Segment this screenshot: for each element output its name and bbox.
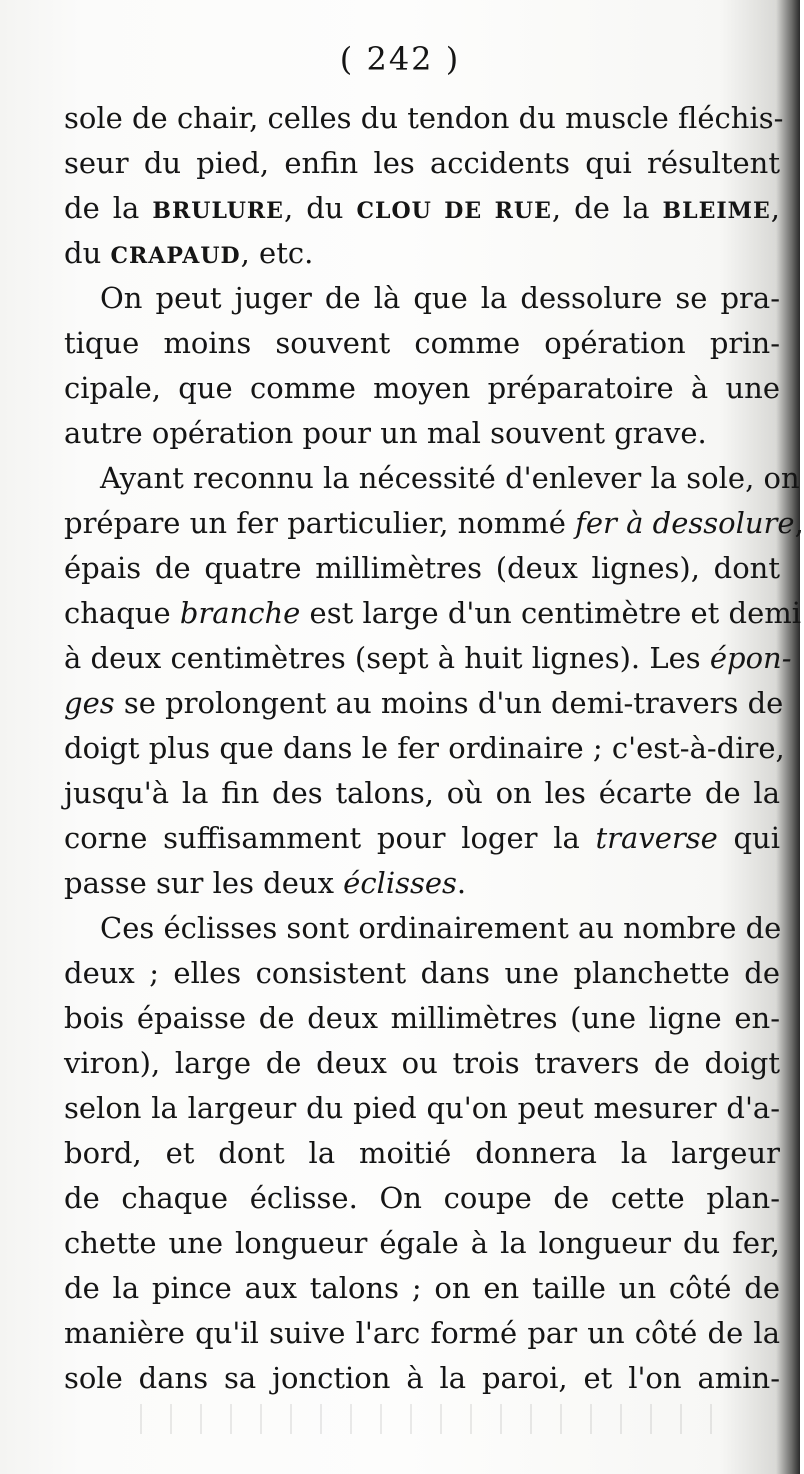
text-line: chaque branche est large d'un centimètre et demi: [64, 596, 802, 630]
text-line: épais de quatre millimètres (deux lignes), dont: [64, 551, 780, 585]
italic-term: ges: [64, 686, 115, 720]
small-caps-term: BRULURE: [152, 198, 284, 224]
text-line: deux ; elles consistent dans une planchette de: [64, 956, 780, 990]
text-line: chette une longueur égale à la longueur du fer,: [64, 1226, 780, 1260]
italic-term: épon-: [709, 641, 792, 675]
text-line: selon la largeur du pied qu'on peut mesurer d'a-: [64, 1091, 780, 1125]
small-caps-term: CRAPAUD: [110, 243, 241, 269]
text-line: manière qu'il suive l'arc formé par un côté de la: [64, 1316, 780, 1350]
text-line: corne suffisamment pour loger la traverse qui: [64, 821, 781, 855]
text-line: bois épaisse de deux millimètres (une ligne en-: [64, 1001, 780, 1035]
italic-term: éclisses: [343, 866, 457, 900]
text-line: Ces éclisses sont ordinairement au nombre de: [100, 911, 782, 945]
italic-term: fer à dessolure: [575, 506, 795, 540]
text-line: de la BRULURE, du CLOU DE RUE, de la BLEIME,: [64, 191, 780, 225]
text-line: jusqu'à la fin des talons, où on les écarte de la: [64, 776, 780, 810]
text-line: On peut juger de là que la dessolure se pra-: [100, 281, 780, 315]
text-line: viron), large de deux ou trois travers de doigt: [64, 1046, 780, 1080]
text-line: ges se prolongent au moins d'un demi-travers de: [64, 686, 784, 720]
text-line: doigt plus que dans le fer ordinaire ; c'est-à-dire,: [64, 731, 785, 765]
text-line: passe sur les deux éclisses.: [64, 866, 467, 900]
text-line: de la pince aux talons ; on en taille un côté de: [64, 1271, 780, 1305]
text-line: seur du pied, enfin les accidents qui résultent: [64, 146, 780, 180]
text-line: du CRAPAUD, etc.: [64, 236, 314, 270]
italic-term: traverse: [595, 821, 718, 855]
text-line: tique moins souvent comme opération prin-: [64, 326, 780, 360]
italic-term: branche: [179, 596, 301, 630]
text-line: Ayant reconnu la nécessité d'enlever la sole, on: [100, 461, 800, 495]
text-line: autre opération pour un mal souvent grave.: [64, 416, 707, 450]
body-text: [64, 96, 804, 1401]
text-line: prépare un fer particulier, nommé fer à dessolure,: [64, 506, 804, 540]
text-line: de chaque éclisse. On coupe de cette plan-: [64, 1181, 780, 1215]
text-line: bord, et dont la moitié donnera la largeur: [64, 1136, 780, 1170]
text-line: à deux centimètres (sept à huit lignes). Les épon-: [64, 641, 792, 675]
small-caps-term: CLOU DE RUE: [356, 198, 552, 224]
text-line: sole de chair, celles du tendon du muscle fléchis-: [64, 101, 784, 135]
text-line: cipale, que comme moyen préparatoire à une: [64, 371, 780, 405]
small-caps-term: BLEIME: [662, 198, 771, 224]
show-through-texture: [140, 1404, 740, 1434]
text-line: sole dans sa jonction à la paroi, et l'on amin-: [64, 1361, 780, 1395]
page-number: ( 242 ): [339, 40, 461, 78]
